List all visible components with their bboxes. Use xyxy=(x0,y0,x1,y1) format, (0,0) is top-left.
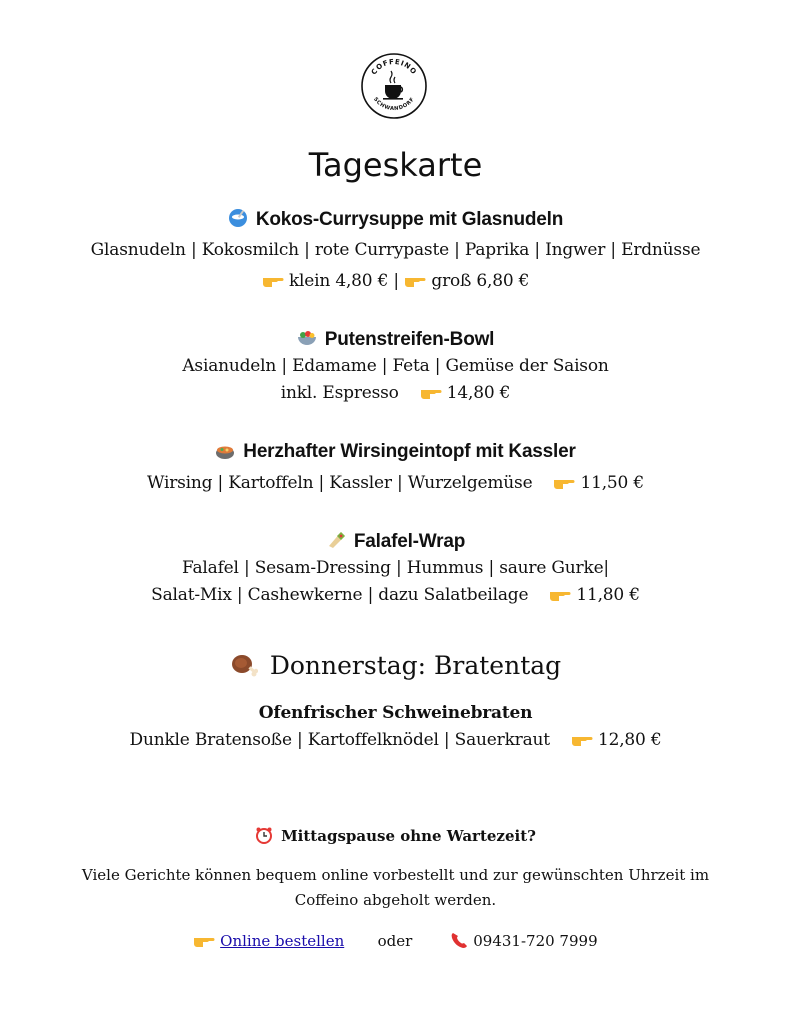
or-text: oder xyxy=(377,932,413,950)
dish-price: klein 4,80 € | groß 6,80 € xyxy=(0,268,791,294)
info-text: Viele Gerichte können bequem online vorbestellt und zur gewünschten Uhrzeit im xyxy=(81,866,710,884)
dish-title: Herzhafter Wirsingeintopf mit Kassler xyxy=(0,439,791,465)
dish-ingredients: Falafel | Sesam-Dressing | Hummus | saure Gurke| xyxy=(182,558,609,578)
coffeino-logo xyxy=(360,52,428,120)
dish-ingredients: Glasnudeln | Kokosmilch | rote Currypaste | Paprika | Ingwer | Erdnüsse xyxy=(90,240,701,260)
coffee-cup-icon xyxy=(383,71,403,100)
page-title: Tageskarte xyxy=(308,146,483,184)
dish-ingredients: Asianudeln | Edamame | Feta | Gemüse der Saison xyxy=(182,356,609,376)
salad-bowl-icon xyxy=(297,328,317,348)
pointing-hand-icon xyxy=(404,271,426,289)
soup-bowl-icon xyxy=(228,208,248,228)
info-text: Coffeino abgeholt werden. xyxy=(294,891,497,909)
dish-title: Putenstreifen-Bowl xyxy=(0,327,791,353)
svg-text:COFFEINO: COFFEINO xyxy=(369,57,419,77)
stew-pot-icon xyxy=(215,440,235,460)
info-heading: Mittagspause ohne Wartezeit? xyxy=(0,825,791,847)
order-row xyxy=(0,930,791,952)
pointing-hand-icon xyxy=(571,730,593,748)
dish-price: inkl. Espresso 14,80 € xyxy=(280,383,511,403)
pointing-hand-icon xyxy=(262,271,284,289)
special-title: Donnerstag: Bratentag xyxy=(0,648,791,684)
phone-icon xyxy=(450,931,468,949)
meat-on-bone-icon xyxy=(230,652,258,678)
pointing-hand-icon xyxy=(553,473,575,491)
alarm-clock-icon xyxy=(255,826,273,844)
special-dish: Ofenfrischer Schweinebraten xyxy=(258,703,533,723)
pointing-hand-icon xyxy=(549,585,571,603)
dish-ingredients-price: Wirsing | Kartoffeln | Kassler | Wurzelgemüse 11,50 € xyxy=(147,473,644,493)
pointing-hand-icon xyxy=(420,383,442,401)
dish-title: Falafel-Wrap xyxy=(0,529,791,555)
pointing-hand-icon xyxy=(193,931,215,949)
wrap-icon xyxy=(326,530,346,550)
special-ingredients-price: Dunkle Bratensoße | Kartoffelknödel | Sauerkraut 12,80 € xyxy=(129,730,662,750)
dish-ingredients-price: Salat-Mix | Cashewkerne | dazu Salatbeilage 11,80 € xyxy=(151,585,640,605)
dish-title: Kokos-Currysuppe mit Glasnudeln xyxy=(0,207,791,233)
svg-text:SCHWANDORF: SCHWANDORF xyxy=(372,96,416,113)
phone-number[interactable]: 09431-720 7999 xyxy=(473,932,598,950)
online-order-link[interactable]: Online bestellen xyxy=(220,932,345,950)
